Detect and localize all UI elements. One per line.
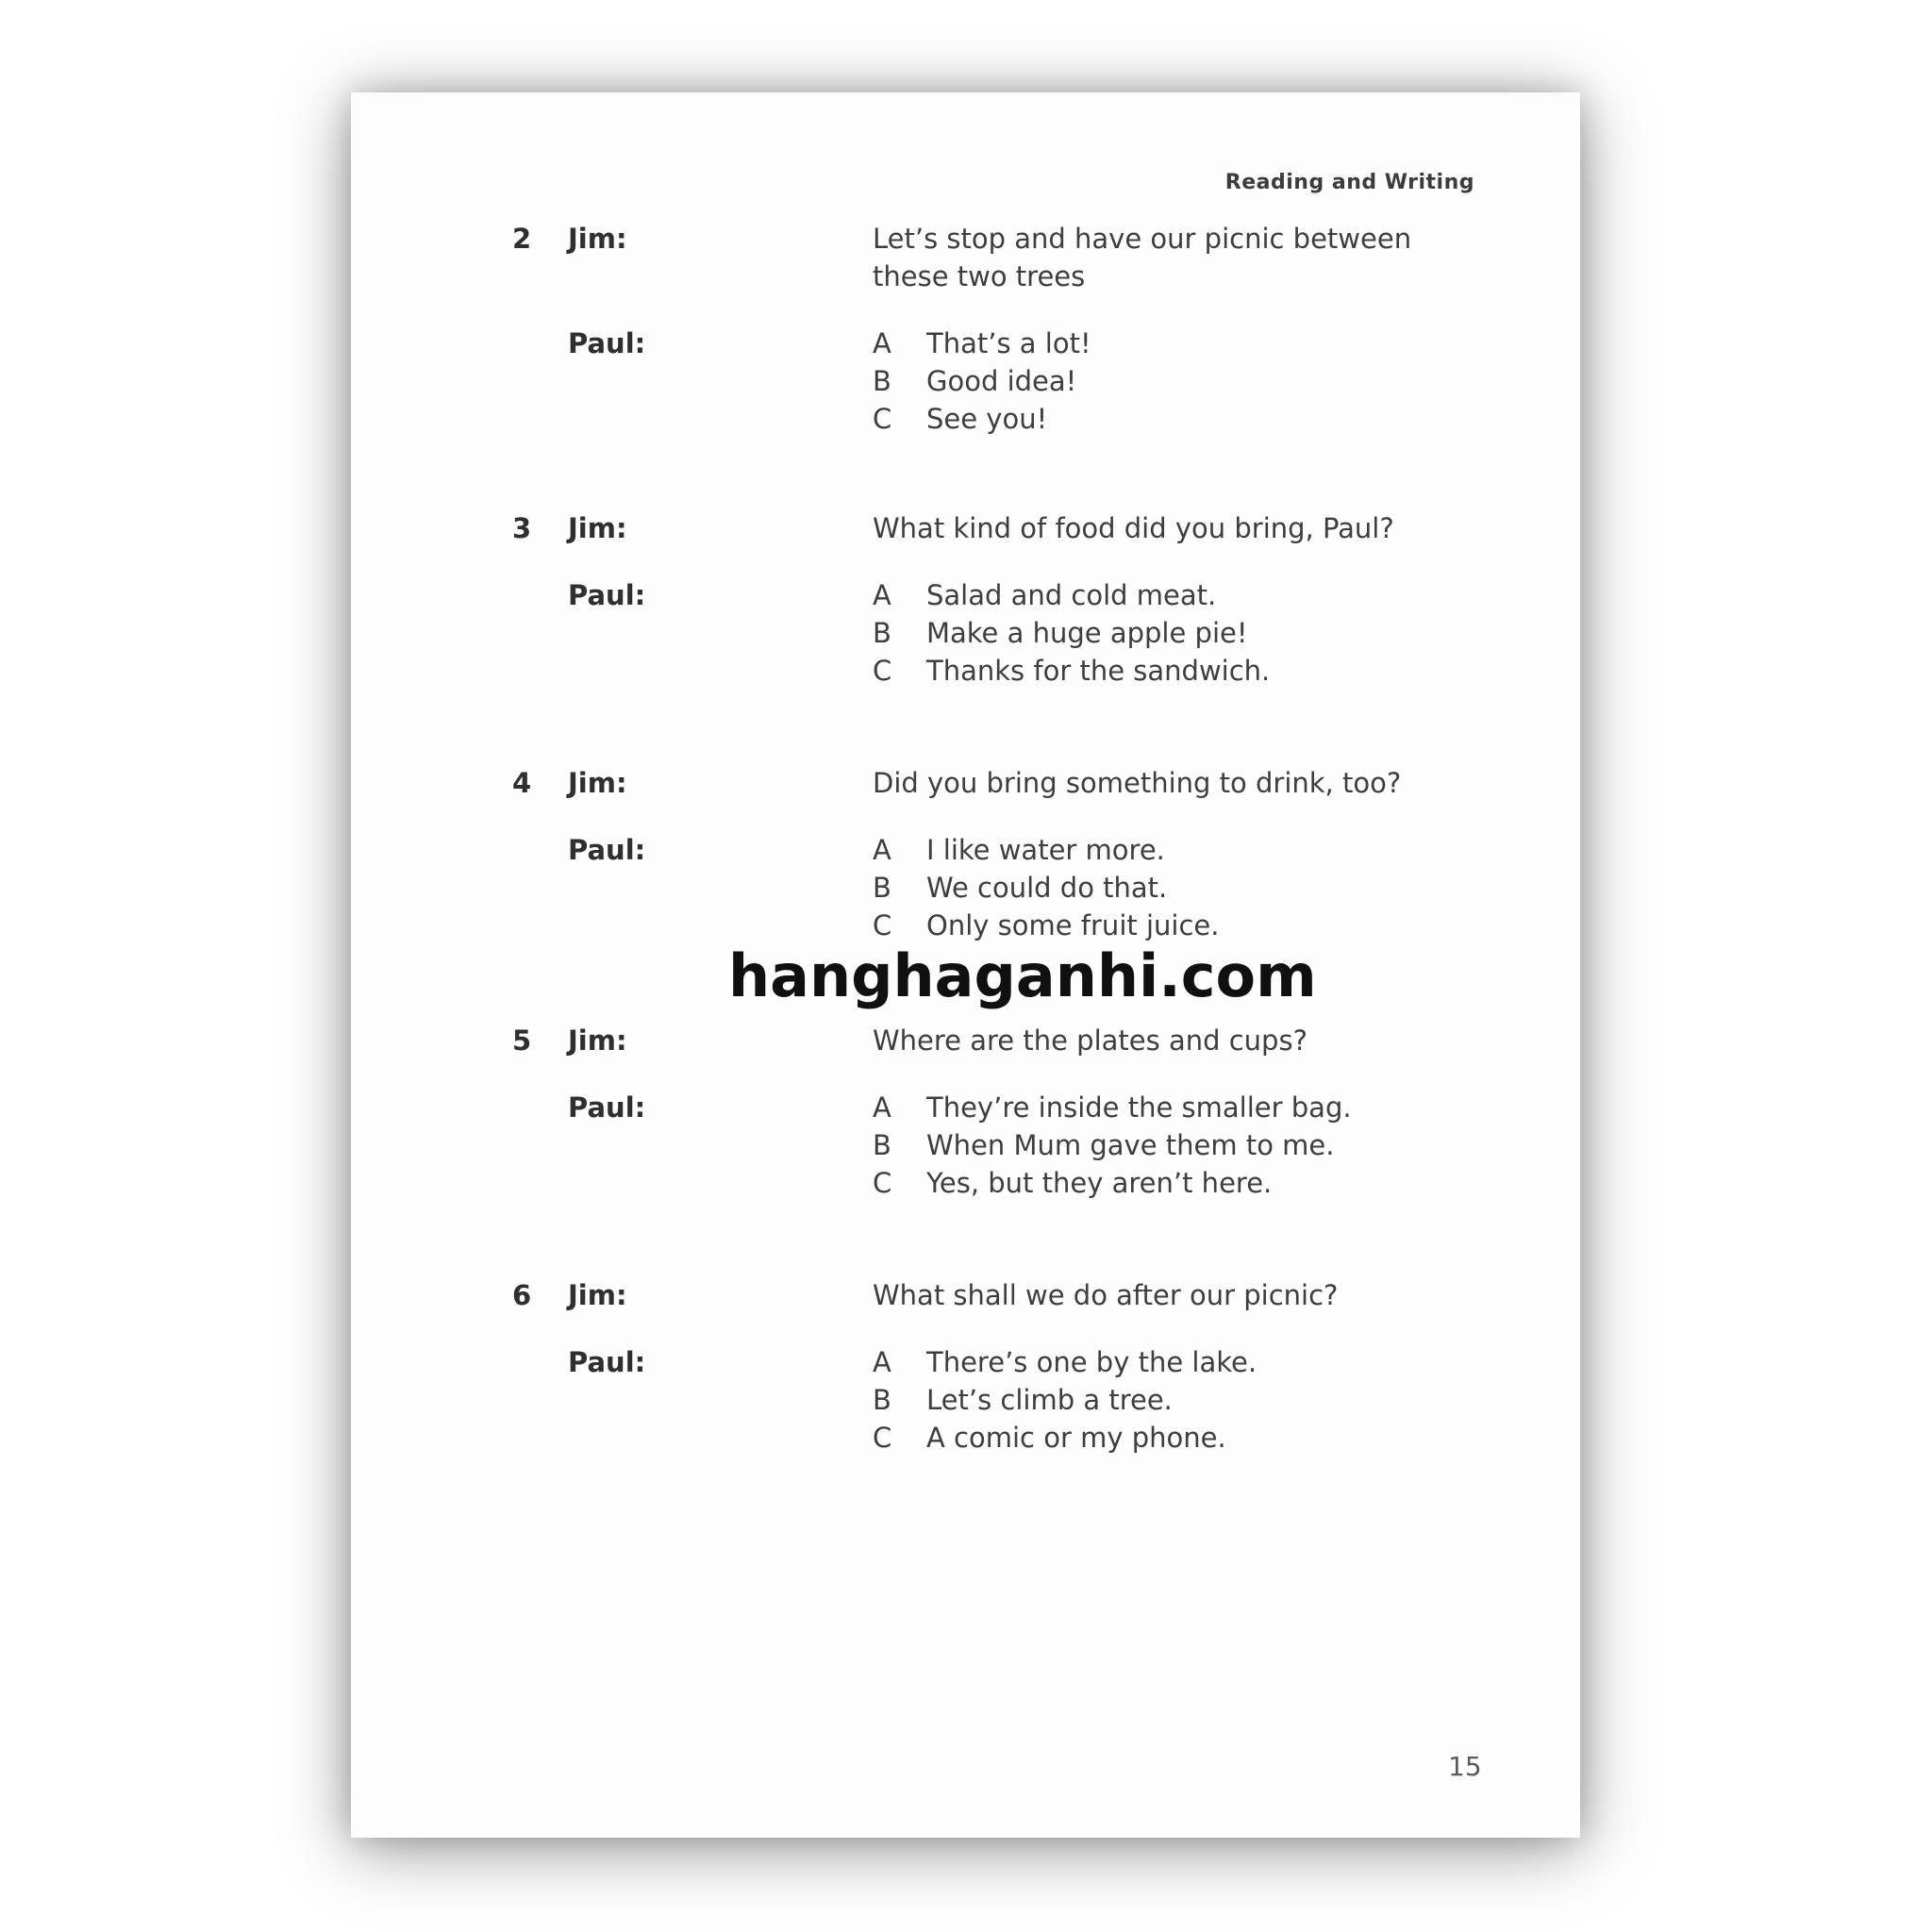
option-text: That’s a lot! [926, 327, 1091, 359]
answer-block [351, 1343, 1580, 1457]
option-letter: C [873, 403, 892, 435]
option-list [873, 325, 1580, 438]
answer-block [351, 1089, 1580, 1202]
question-row [351, 764, 1580, 802]
option-row [873, 652, 1580, 690]
question-number: 2 [512, 223, 532, 255]
option-text: Make a huge apple pie! [926, 617, 1248, 649]
speaker-name-paul: Paul: [568, 1346, 646, 1378]
option-text: Thanks for the sandwich. [926, 655, 1271, 687]
option-list [873, 831, 1580, 944]
option-text: We could do that. [926, 872, 1168, 904]
question-number: 5 [512, 1024, 532, 1057]
option-text: Only some fruit juice. [926, 909, 1220, 941]
option-text: Good idea! [926, 365, 1077, 397]
speaker-name-jim: Jim: [568, 1279, 627, 1311]
option-letter: B [873, 872, 891, 904]
option-row [873, 1343, 1580, 1381]
option-letter: A [873, 834, 891, 866]
speaker-name-paul: Paul: [568, 327, 646, 359]
question-row [351, 509, 1580, 547]
option-list [873, 1343, 1580, 1457]
question-text [873, 220, 1580, 295]
option-text: When Mum gave them to me. [926, 1129, 1335, 1161]
option-letter: C [873, 1422, 892, 1454]
option-text: Yes, but they aren’t here. [926, 1167, 1273, 1199]
question-number: 3 [512, 512, 532, 544]
speaker-name-jim: Jim: [568, 512, 627, 544]
option-list [873, 576, 1580, 690]
option-row [873, 1126, 1580, 1164]
option-letter: A [873, 327, 891, 359]
page-number: 15 [1448, 1751, 1482, 1782]
option-text: A comic or my phone. [926, 1422, 1226, 1454]
question-text [873, 1022, 1580, 1059]
option-letter: A [873, 579, 891, 611]
question-row [351, 1022, 1580, 1059]
option-row [873, 831, 1580, 869]
question-row [351, 1276, 1580, 1314]
option-text: See you! [926, 403, 1048, 435]
page [351, 92, 1580, 1838]
question-line: Where are the plates and cups? [873, 1024, 1307, 1057]
watermark: hanghaganhi.com [728, 941, 1317, 1010]
question-block [351, 764, 1580, 944]
question-line: these two trees [873, 260, 1086, 292]
question-block [351, 1276, 1580, 1457]
option-list [873, 1089, 1580, 1202]
option-row [873, 869, 1580, 907]
option-row [873, 614, 1580, 652]
answer-block [351, 325, 1580, 438]
question-text [873, 509, 1580, 547]
option-row [873, 362, 1580, 400]
question-block [351, 220, 1580, 438]
answer-block [351, 831, 1580, 944]
question-text [873, 1276, 1580, 1314]
option-row [873, 1419, 1580, 1457]
option-row [873, 1381, 1580, 1419]
option-letter: C [873, 909, 892, 941]
question-line: What shall we do after our picnic? [873, 1279, 1339, 1311]
speaker-name-paul: Paul: [568, 579, 646, 611]
option-letter: B [873, 617, 891, 649]
question-line: Let’s stop and have our picnic between [873, 223, 1412, 255]
question-number: 4 [512, 767, 532, 799]
option-text: Salad and cold meat. [926, 579, 1217, 611]
option-letter: A [873, 1091, 891, 1124]
speaker-name-jim: Jim: [568, 767, 627, 799]
option-letter: B [873, 1384, 891, 1416]
option-letter: B [873, 1129, 891, 1161]
option-text: I like water more. [926, 834, 1165, 866]
option-row [873, 1089, 1580, 1126]
question-block [351, 1022, 1580, 1202]
speaker-name-jim: Jim: [568, 1024, 627, 1057]
option-letter: C [873, 1167, 892, 1199]
question-number: 6 [512, 1279, 532, 1311]
question-row [351, 220, 1580, 295]
option-letter: B [873, 365, 891, 397]
option-text: They’re inside the smaller bag. [926, 1091, 1352, 1124]
option-row [873, 576, 1580, 614]
speaker-name-paul: Paul: [568, 834, 646, 866]
option-letter: A [873, 1346, 891, 1378]
option-row [873, 325, 1580, 362]
answer-block [351, 576, 1580, 690]
question-text [873, 764, 1580, 802]
question-line: Did you bring something to drink, too? [873, 767, 1402, 799]
option-row [873, 400, 1580, 438]
option-text: There’s one by the lake. [926, 1346, 1257, 1378]
question-block [351, 509, 1580, 690]
option-row [873, 907, 1580, 944]
option-letter: C [873, 655, 892, 687]
option-row [873, 1164, 1580, 1202]
speaker-name-paul: Paul: [568, 1091, 646, 1124]
page-header: Reading and Writing [1224, 171, 1474, 194]
speaker-name-jim: Jim: [568, 223, 627, 255]
question-line: What kind of food did you bring, Paul? [873, 512, 1394, 544]
option-text: Let’s climb a tree. [926, 1384, 1173, 1416]
